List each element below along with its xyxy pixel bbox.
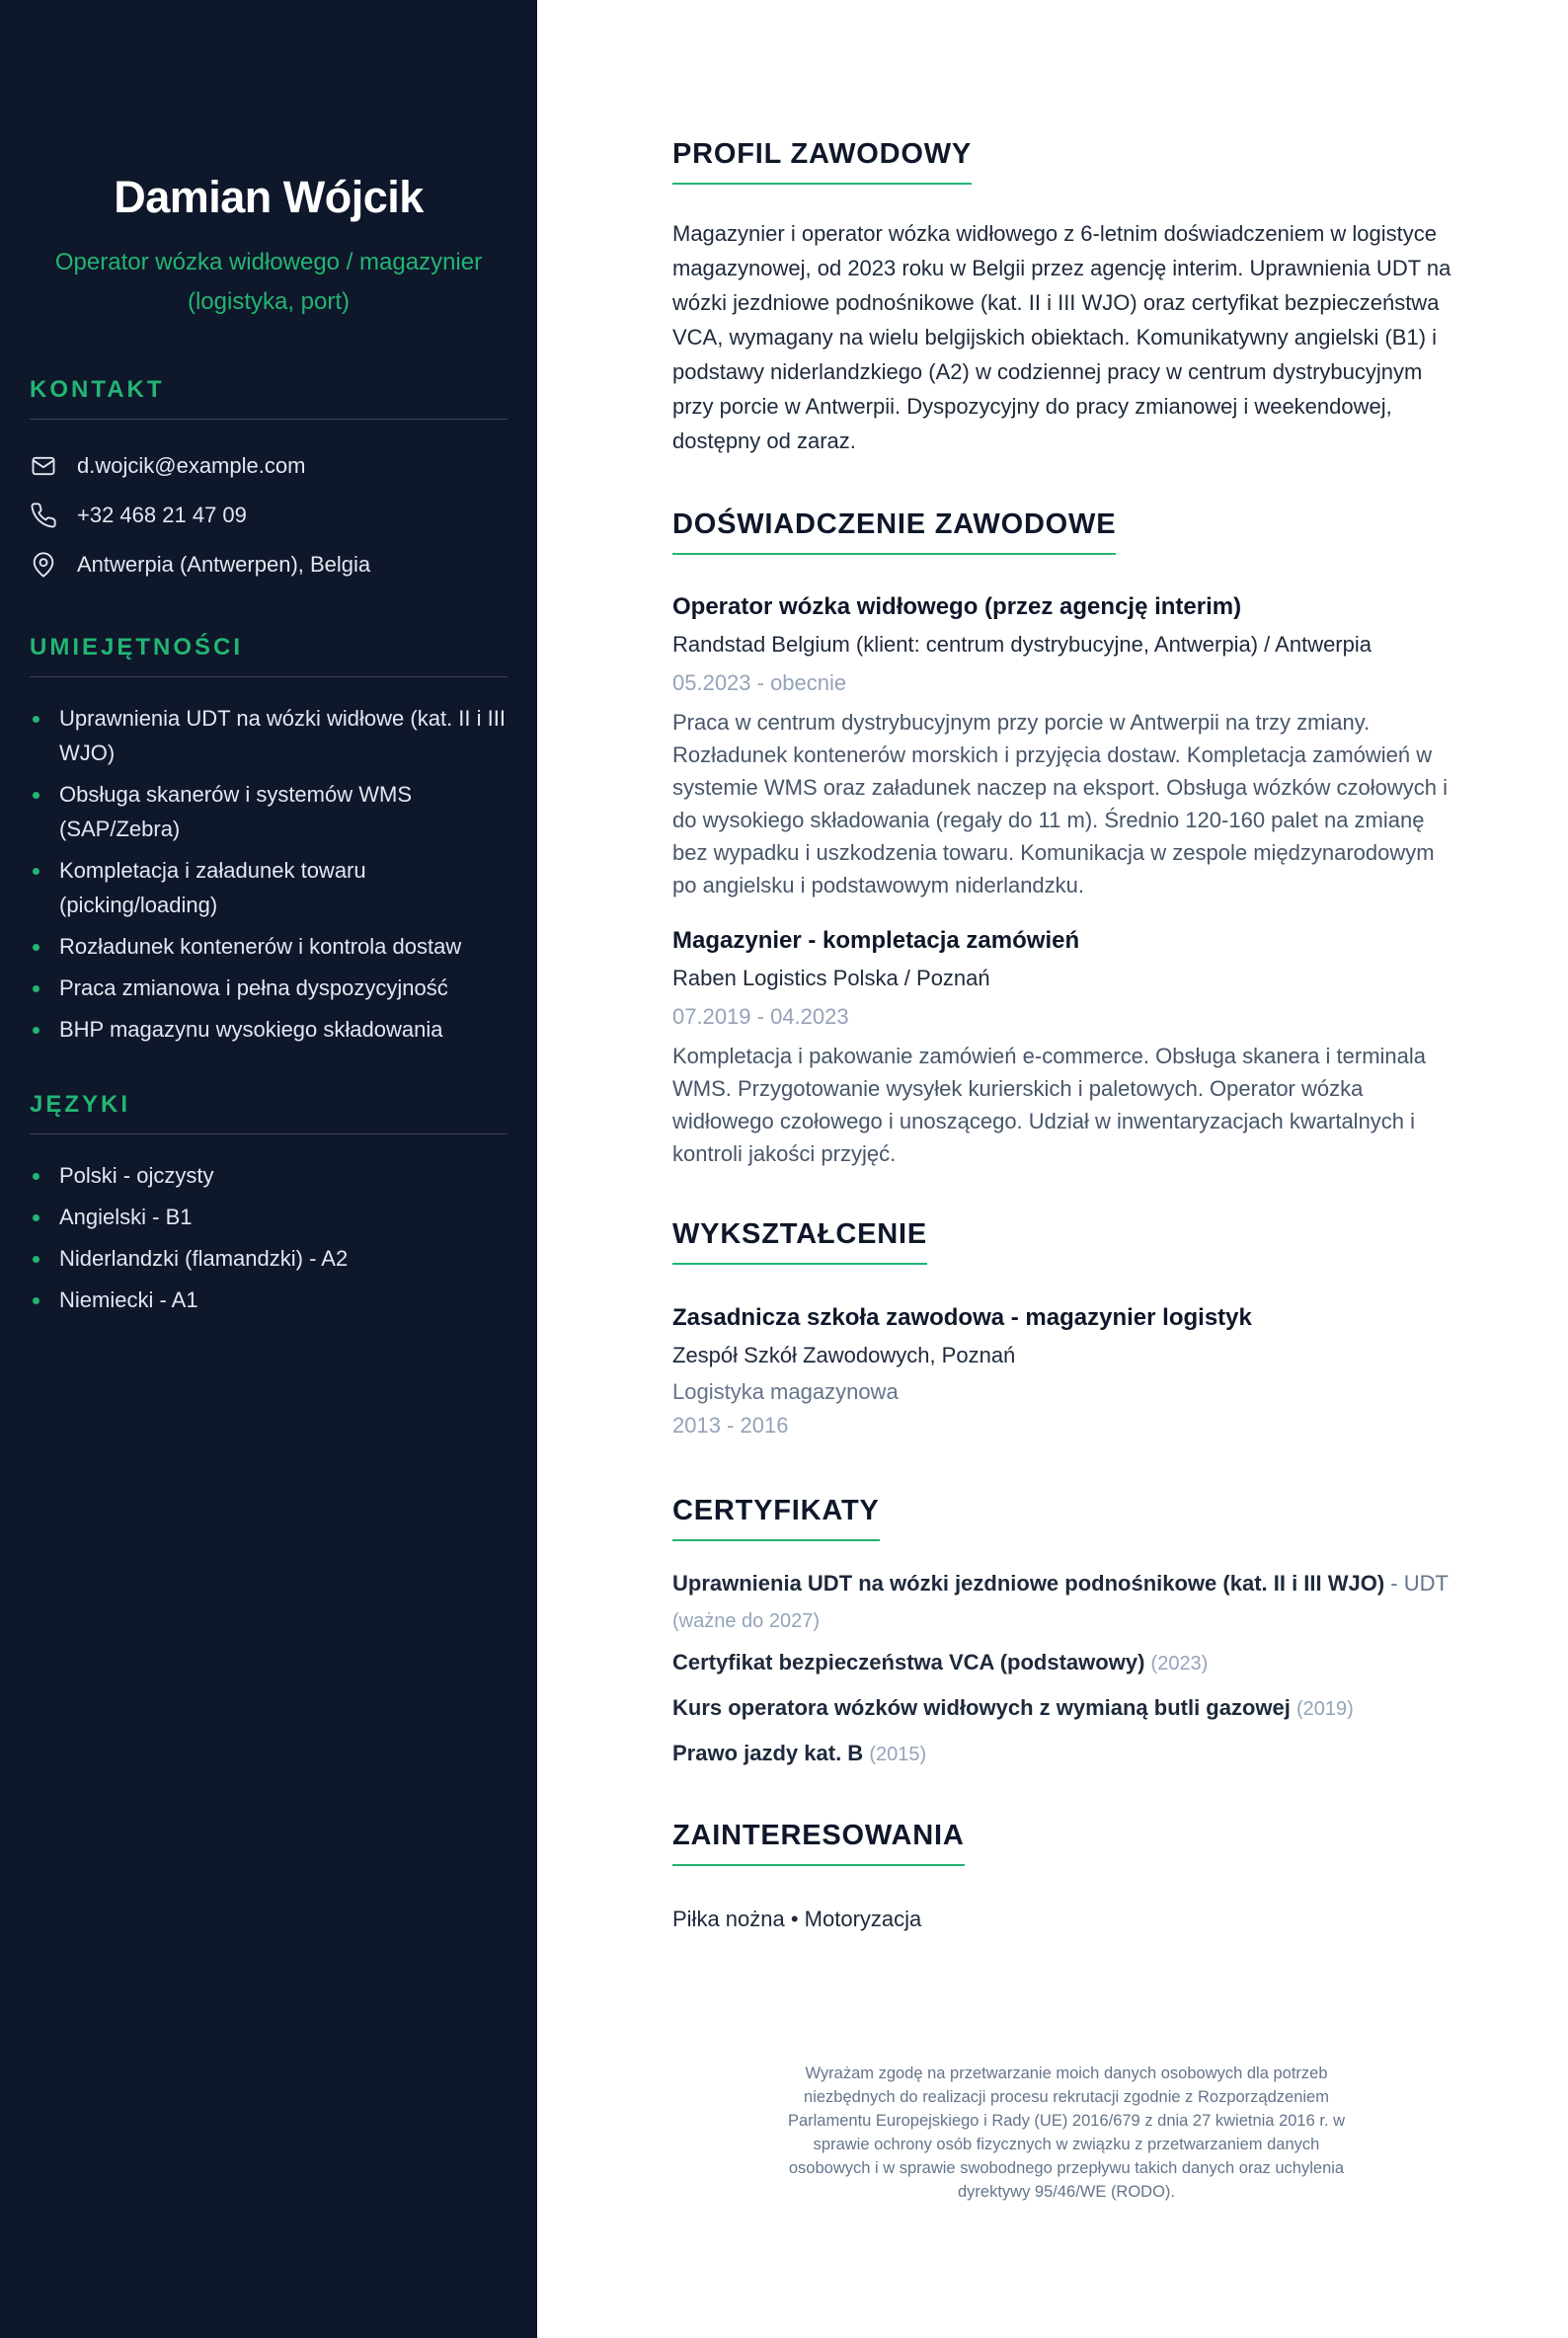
main-content [672, 0, 1462, 1936]
experience-section [672, 506, 1462, 1170]
certificate-item [672, 1565, 1462, 1640]
school-title: Zasadnicza szkoła zawodowa - magazynier logistyk [672, 1304, 1252, 1331]
certificate-issuer: - UDT [1384, 1571, 1449, 1596]
candidate-name: Damian Wójcik [114, 172, 424, 222]
job-company: Raben Logistics Polska / Poznań [672, 966, 990, 990]
location-text: Antwerpia (Antwerpen), Belgia [77, 552, 371, 577]
skill-item: Kompletacja i załadunek towaru (picking/loading) [30, 853, 508, 922]
job-entry [672, 589, 1462, 901]
mail-icon [30, 452, 57, 480]
interests-section [672, 1817, 1462, 1936]
job-description: Kompletacja i pakowanie zamówień e-commerce. Obsługa skanera i terminala WMS. Przygotowanie wysyłek kurierskich i paletowych. Operator wózka widłowego czołowego i unoszącego. Udział w inwentaryzacjach kwartalnych i kontroli jakości przyjęć. [672, 1044, 1427, 1166]
rodo-consent: Wyrażam zgodę na przetwarzanie moich danych osobowych dla potrzeb niezbędnych do realizacji procesu rekrutacji zgodnie z Rozporządzeniem Parlamentu Europejskiego i Rady (UE) 2016/679 z dnia 27 kwietnia 2016 r. w sprawie ochrony osób fizycznych w związku z przetwarzaniem danych osobowych i w sprawie swobodnego przepływu takich danych oraz uchylenia dyrektywy 95/46/WE (RODO). [787, 2065, 1346, 2201]
job-title: Operator wózka widłowego (przez agencję interim) [672, 593, 1242, 620]
certificate-note: (2023) [1150, 1653, 1209, 1675]
email-text[interactable]: d.wojcik@example.com [77, 453, 306, 478]
certificate-item [672, 1735, 1462, 1773]
certificate-item [672, 1644, 1462, 1682]
certificate-name: Prawo jazdy kat. B [672, 1741, 864, 1765]
certificate-note: (2015) [869, 1744, 927, 1765]
job-dates: 07.2019 - 04.2023 [672, 1004, 849, 1029]
language-item: Polski - ojczysty [30, 1158, 508, 1193]
job-company: Randstad Belgium (klient: centrum dystrybucyjne, Antwerpia) / Antwerpia [672, 632, 1372, 657]
certificate-name: Uprawnienia UDT na wózki jezdniowe podnośnikowe (kat. II i III WJO) [672, 1571, 1385, 1596]
certificates-section [672, 1492, 1462, 1773]
contact-phone[interactable] [30, 491, 508, 540]
contact-heading: KONTAKT [30, 375, 508, 420]
skills-list [30, 701, 508, 1047]
certificate-item [672, 1689, 1462, 1728]
contact-location [30, 540, 508, 589]
languages-heading: JĘZYKI [30, 1090, 508, 1134]
sidebar [0, 0, 537, 2338]
education-dates: 2013 - 2016 [672, 1413, 789, 1438]
profile-section [672, 135, 1462, 458]
certificate-name: Kurs operatora wózków widłowych z wymianą butli gazowej [672, 1695, 1291, 1720]
experience-heading: DOŚWIADCZENIE ZAWODOWE [672, 506, 1116, 555]
job-title: Magazynier - kompletacja zamówień [672, 927, 1080, 954]
interests-text: Piłka nożna • Motoryzacja [672, 1907, 922, 1931]
certificate-note: (2019) [1296, 1698, 1354, 1720]
certificates-heading: CERTYFIKATY [672, 1492, 880, 1541]
phone-text[interactable]: +32 468 21 47 09 [77, 503, 247, 527]
languages-list [30, 1158, 508, 1317]
skill-item: Uprawnienia UDT na wózki widłowe (kat. II i III WJO) [30, 701, 508, 770]
job-entry [672, 923, 1462, 1170]
location-pin-icon [30, 551, 57, 579]
profile-text: Magazynier i operator wózka widłowego z 6-letnim doświadczeniem w logistyce magazynowej, od 2023 roku w Belgii przez agencję interim. Uprawnienia UDT na wózki jezdniowe podnośnikowe (kat. II i III WJO) oraz certyfikat bezpieczeństwa VCA, wymagany na wielu belgijskich obiektach. Komunikatywny angielski (B1) i podstawy niderlandzkiego (A2) w codziennej pracy w centrum dystrybucyjnym przy porcie w Antwerpii. Dyspozycyjny do pracy zmianowej i weekendowej, dostępny od zaraz. [672, 221, 1451, 453]
language-item: Angielski - B1 [30, 1200, 508, 1234]
skill-item: Praca zmianowa i pełna dyspozycyjność [30, 971, 508, 1005]
interests-heading: ZAINTERESOWANIA [672, 1817, 965, 1866]
language-item: Niderlandzki (flamandzki) - A2 [30, 1241, 508, 1276]
phone-icon [30, 502, 57, 529]
education-heading: WYKSZTAŁCENIE [672, 1215, 927, 1265]
candidate-role: Operator wózka widłowego / magazynier (logistyka, port) [54, 249, 483, 315]
skill-item: Obsługa skanerów i systemów WMS (SAP/Zebra) [30, 777, 508, 846]
job-dates: 05.2023 - obecnie [672, 670, 847, 695]
skills-heading: UMIEJĘTNOŚCI [30, 633, 508, 677]
certificates-list [672, 1565, 1462, 1773]
contact-list [30, 441, 508, 589]
skill-item: BHP magazynu wysokiego składowania [30, 1012, 508, 1047]
profile-heading: PROFIL ZAWODOWY [672, 135, 972, 185]
certificate-name: Certyfikat bezpieczeństwa VCA (podstawowy) [672, 1650, 1145, 1675]
education-section [672, 1215, 1462, 1442]
contact-email[interactable] [30, 441, 508, 491]
skill-item: Rozładunek kontenerów i kontrola dostaw [30, 929, 508, 964]
education-field: Logistyka magazynowa [672, 1379, 899, 1404]
language-item: Niemiecki - A1 [30, 1283, 508, 1317]
school-name: Zespół Szkół Zawodowych, Poznań [672, 1343, 1016, 1367]
job-description: Praca w centrum dystrybucyjnym przy porcie w Antwerpii na trzy zmiany. Rozładunek kontenerów morskich i przyjęcia dostaw. Kompletacja zamówień w systemie WMS oraz załadunek naczep na eksport. Obsługa wózków czołowych i do wysokiego składowania (regały do 11 m). Średnio 120-160 palet na zmianę bez wypadku i uszkodzenia towaru. Komunikacja w zespole międzynarodowym po angielsku i podstawowym niderlandzku. [672, 710, 1449, 897]
education-entry [672, 1300, 1462, 1442]
certificate-note: (ważne do 2027) [672, 1610, 820, 1632]
